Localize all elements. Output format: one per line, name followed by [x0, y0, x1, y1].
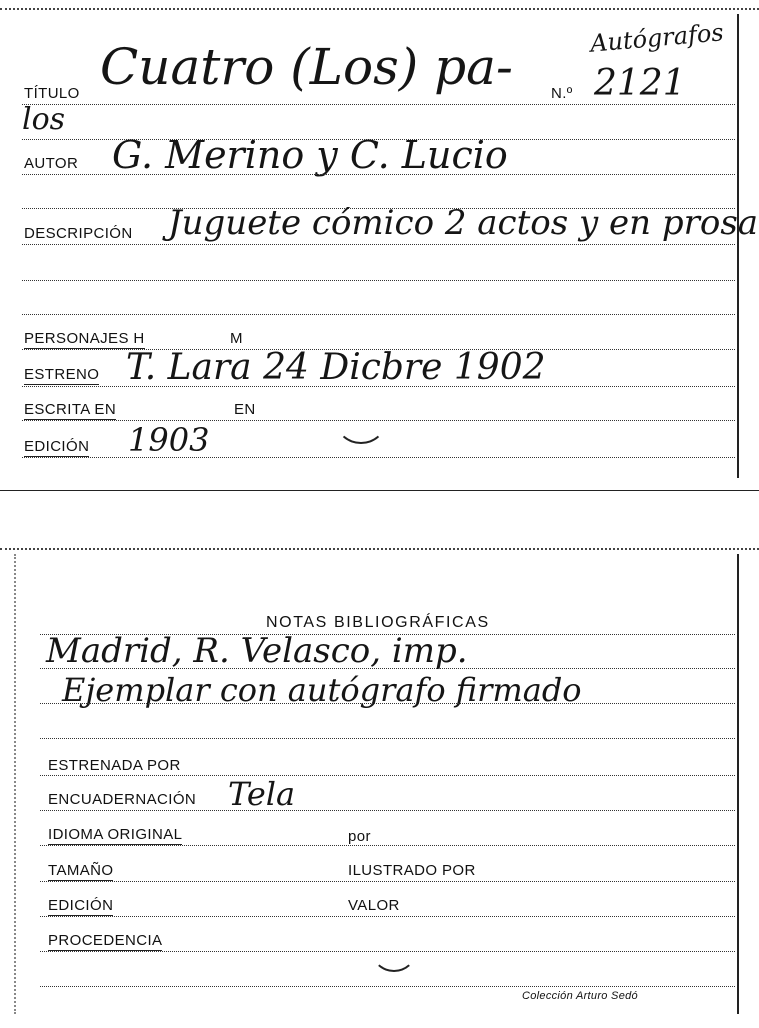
- rule-edicion: [40, 916, 735, 917]
- edicion-label: EDICIÓN: [24, 438, 90, 455]
- nota-madrid: Madrid, R. Velasco, imp.: [46, 631, 468, 671]
- procedencia-label: PROCEDENCIA: [48, 932, 163, 949]
- idioma-original-label: IDIOMA ORIGINAL: [48, 826, 183, 843]
- estreno-label: ESTRENO: [24, 366, 100, 383]
- card-left-edge: [14, 554, 16, 1014]
- edicion-handwritten: 1903: [128, 421, 210, 459]
- rule-titulo: [22, 104, 735, 105]
- pencil-mark: [372, 932, 416, 972]
- catalog-card-bottom: [0, 540, 759, 1028]
- rule-nota-1: [40, 668, 735, 669]
- card-top-edge: [0, 8, 759, 10]
- rule-bottom: [40, 986, 735, 987]
- notas-bibliograficas-title: NOTAS BIBLIOGRÁFICAS: [266, 614, 490, 631]
- descripcion-handwritten: Juguete cómico 2 actos y en prosa: [168, 203, 759, 243]
- numero-handwritten: 2121: [594, 63, 686, 104]
- titulo-handwritten: Cuatro (Los) pa-: [100, 38, 513, 96]
- autor-handwritten: G. Merino y C. Lucio: [112, 133, 508, 177]
- card-top-edge: [0, 548, 759, 550]
- rule-encuadernacion: [40, 810, 735, 811]
- encuadernacion-label: ENCUADERNACIÓN: [48, 791, 197, 808]
- tamano-label: TAMAÑO: [48, 862, 114, 879]
- card-right-edge: [737, 14, 739, 478]
- numero-label: N.º: [551, 85, 573, 102]
- coleccion-footer: Colección Arturo Sedó: [522, 990, 638, 1002]
- encuadernacion-handwritten: Tela: [228, 775, 296, 813]
- rule-estreno: [22, 386, 735, 387]
- card-bottom-edge: [0, 490, 759, 491]
- titulo-label: TÍTULO: [24, 85, 80, 102]
- m-label: M: [230, 330, 243, 347]
- ilustrado-por-label: ILUSTRADO POR: [348, 862, 476, 879]
- titulo-continuation: los: [22, 102, 66, 137]
- descripcion-label: DESCRIPCIÓN: [24, 225, 133, 242]
- nota-ejemplar: Ejemplar con autógrafo firmado: [62, 671, 582, 709]
- pencil-mark: [336, 400, 386, 444]
- rule-estrenada: [40, 775, 735, 776]
- rule-descripcion-2: [22, 280, 735, 281]
- catalog-card-top: [0, 0, 759, 492]
- por-label: por: [348, 828, 371, 845]
- rule-idioma: [40, 845, 735, 846]
- card-right-edge: [737, 554, 739, 1014]
- rule-descripcion: [22, 244, 735, 245]
- rule-tamano: [40, 881, 735, 882]
- valor-label: VALOR: [348, 897, 400, 914]
- estreno-handwritten: T. Lara 24 Dicbre 1902: [126, 347, 546, 388]
- autografos-note: Autógrafos: [589, 18, 725, 58]
- en-label: EN: [234, 401, 256, 418]
- edicion-label: EDICIÓN: [48, 897, 114, 914]
- escrita-en-label: ESCRITA EN: [24, 401, 117, 418]
- rule-autor: [22, 174, 735, 175]
- rule-edicion: [22, 457, 735, 458]
- autor-label: AUTOR: [24, 155, 79, 172]
- estrenada-por-label: ESTRENADA POR: [48, 757, 181, 774]
- personajes-label: PERSONAJES H: [24, 330, 145, 347]
- rule-nota-2: [40, 703, 735, 704]
- rule-nota-3: [40, 738, 735, 739]
- rule-descripcion-3: [22, 314, 735, 315]
